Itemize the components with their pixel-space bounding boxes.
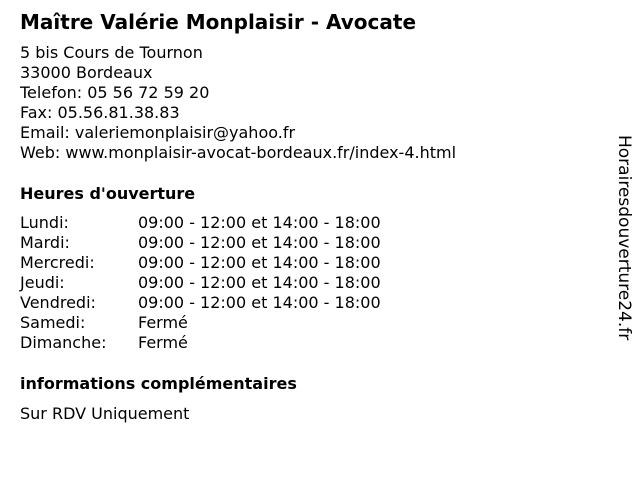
day-hours: 09:00 - 12:00 et 14:00 - 18:00 bbox=[138, 253, 381, 272]
hours-row-tuesday bbox=[20, 233, 381, 253]
phone-number: Telefon: 05 56 72 59 20 bbox=[20, 83, 210, 102]
additional-info-text: Sur RDV Uniquement bbox=[20, 404, 190, 423]
day-hours: 09:00 - 12:00 et 14:00 - 18:00 bbox=[138, 213, 381, 232]
address-block bbox=[20, 43, 456, 163]
day-hours: 09:00 - 12:00 et 14:00 - 18:00 bbox=[138, 293, 381, 312]
day-label: Jeudi: bbox=[20, 273, 65, 292]
hours-row-wednesday bbox=[20, 253, 381, 273]
city: 33000 Bordeaux bbox=[20, 63, 153, 82]
email-address: Email: valeriemonplaisir@yahoo.fr bbox=[20, 123, 296, 142]
day-label: Vendredi: bbox=[20, 293, 96, 312]
street-address: 5 bis Cours de Tournon bbox=[20, 43, 203, 62]
day-label: Dimanche: bbox=[20, 333, 107, 352]
day-hours: Fermé bbox=[138, 313, 188, 332]
day-label: Mercredi: bbox=[20, 253, 95, 272]
hours-row-monday bbox=[20, 213, 381, 233]
hours-row-sunday bbox=[20, 333, 381, 353]
day-label: Mardi: bbox=[20, 233, 70, 252]
hours-row-saturday bbox=[20, 313, 381, 333]
fax-number: Fax: 05.56.81.38.83 bbox=[20, 103, 180, 122]
page-title: Maître Valérie Monplaisir - Avocate bbox=[20, 10, 417, 34]
day-hours: Fermé bbox=[138, 333, 188, 352]
hours-row-friday bbox=[20, 293, 381, 313]
hours-row-thursday bbox=[20, 273, 381, 293]
additional-info-heading: informations complémentaires bbox=[20, 374, 297, 393]
watermark: Horairesdouverture24.fr bbox=[614, 135, 634, 341]
day-hours: 09:00 - 12:00 et 14:00 - 18:00 bbox=[138, 273, 381, 292]
day-hours: 09:00 - 12:00 et 14:00 - 18:00 bbox=[138, 233, 381, 252]
website-url: Web: www.monplaisir-avocat-bordeaux.fr/index-4.html bbox=[20, 143, 457, 162]
opening-hours-list bbox=[20, 213, 381, 353]
day-label: Samedi: bbox=[20, 313, 86, 332]
opening-hours-heading: Heures d'ouverture bbox=[20, 184, 196, 203]
day-label: Lundi: bbox=[20, 213, 69, 232]
